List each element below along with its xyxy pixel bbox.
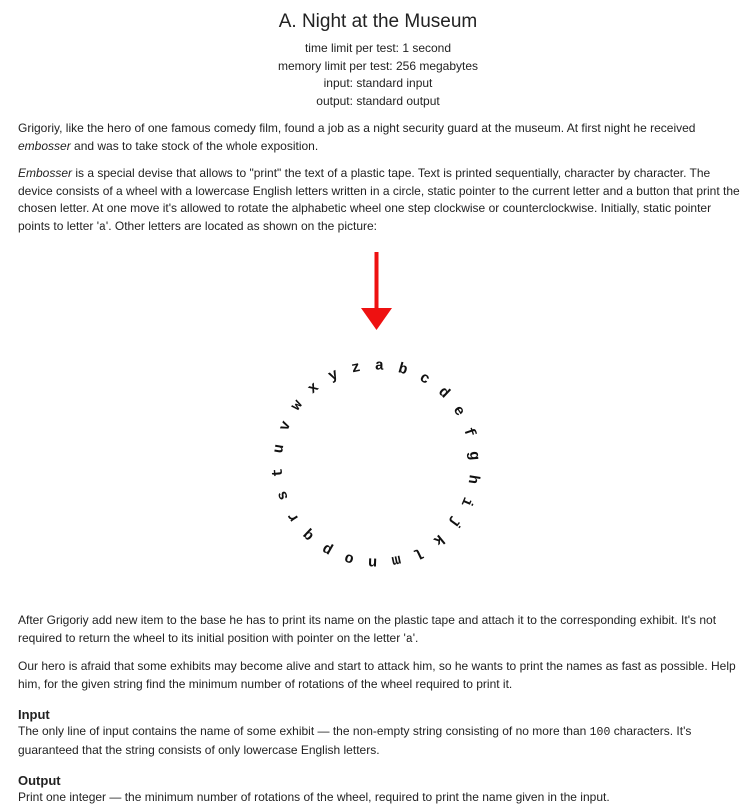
wheel-letter-a: a (374, 357, 385, 375)
problem-title: A. Night at the Museum (278, 11, 478, 32)
wheel-letter-t: t (269, 467, 288, 478)
p1-text-end: and was to take stock of the whole exposition. (70, 138, 319, 153)
pointer-arrow-shaft (375, 252, 379, 308)
wheel-letter-q: q (299, 525, 318, 545)
pointer-arrow-head (361, 308, 392, 330)
wheel-letter-b: b (396, 360, 410, 380)
wheel-letter-x: x (304, 378, 323, 398)
p2-code-letter: a (99, 220, 106, 234)
wheel-letters (270, 357, 483, 570)
wheel-letter-f: f (459, 425, 479, 440)
p2-text-middle: is a special devise that allows to "print" the text of a plastic tape. Text is printed sequentially, character by character. The device consists of a wheel with a lowercase English letters written in a circle, static pointer to the current letter and a button that print the chosen letter. At one move it's allowed to rotate the alphabetic wheel one step clockwise or counterclockwise. Initially, static pointer points to letter ' (18, 166, 740, 233)
statement-paragraph-1 (18, 120, 742, 155)
p2-emphasis: Embosser (18, 166, 73, 180)
statement-paragraph-4: Our hero is afraid that some exhibits may become alive and start to attack him, so he wants to print the names as fast as possible. Help him, for the given string find the minimum number of rotations of the wheel required to print it. (18, 659, 736, 691)
wheel-letter-g: g (464, 450, 483, 461)
p1-emphasis: embosser (18, 138, 71, 153)
wheel-letter-l: l (410, 542, 427, 562)
p1-text-start: Grigoriy, like the hero of one famous comedy film, found a job as a night security guard at the museum. At first night he received (18, 121, 696, 135)
wheel-letter-u: u (270, 443, 289, 455)
statement-top (18, 120, 742, 236)
wheel-letter-h: h (463, 473, 482, 485)
p3-text-end: '. (412, 630, 419, 645)
wheel-letter-d: d (434, 383, 453, 403)
output-spec: output: standard output (316, 93, 440, 108)
input-section-text (18, 723, 742, 759)
wheel-letter-z: z (349, 358, 363, 378)
statement-paragraph-2 (18, 165, 742, 236)
wheel-letter-r: r (283, 508, 304, 526)
input-text-end: characters. It's guaranteed that the string consists of only lowercase English letters. (18, 724, 692, 757)
wheel-letter-k: k (429, 530, 448, 550)
input-section-title: Input (18, 707, 50, 722)
input-text-start: The only line of input contains the name of some exhibit — the non-empty string consisting of no more than (18, 724, 590, 738)
wheel-letter-o: o (342, 548, 356, 568)
time-limit: time limit per test: 1 second (304, 41, 452, 55)
wheel-letter-y: y (325, 366, 342, 386)
wheel-letter-e: e (448, 402, 469, 420)
problem-header (0, 0, 756, 110)
output-section-title: Output (18, 773, 61, 788)
input-length-limit: 100 (589, 726, 611, 739)
input-spec: input: standard input (323, 76, 433, 90)
wheel-letter-i: i (456, 494, 476, 510)
p3-text-start: After Grigoriy add new item to the base he has to print its name on the plastic tape and attach it to the corresponding exhibit. It's not required to return the wheel to its initial position with pointer on the letter ' (18, 613, 717, 645)
output-section-text: Print one integer — the minimum number of rotations of the wheel, required to print the name given in the input. (18, 790, 610, 804)
wheel-letter-m: m (389, 550, 403, 570)
wheel-letter-p: p (319, 539, 336, 559)
wheel-letter-c: c (416, 369, 433, 389)
embosser-wheel-figure (0, 240, 756, 610)
wheel-letter-n: n (367, 553, 378, 571)
wheel-letter-j: j (445, 513, 465, 532)
p3-code-letter: a (405, 632, 413, 646)
statement-bottom (18, 612, 742, 807)
wheel-letter-w: w (287, 396, 307, 415)
wheel-letter-v: v (276, 418, 296, 434)
statement-paragraph-3 (18, 612, 742, 648)
wheel-letter-s: s (273, 488, 293, 503)
memory-limit: memory limit per test: 256 megabytes (277, 58, 479, 73)
pointer-arrow (361, 252, 392, 330)
p2-text-end: '. Other letters are located as shown on the picture: (105, 218, 378, 233)
